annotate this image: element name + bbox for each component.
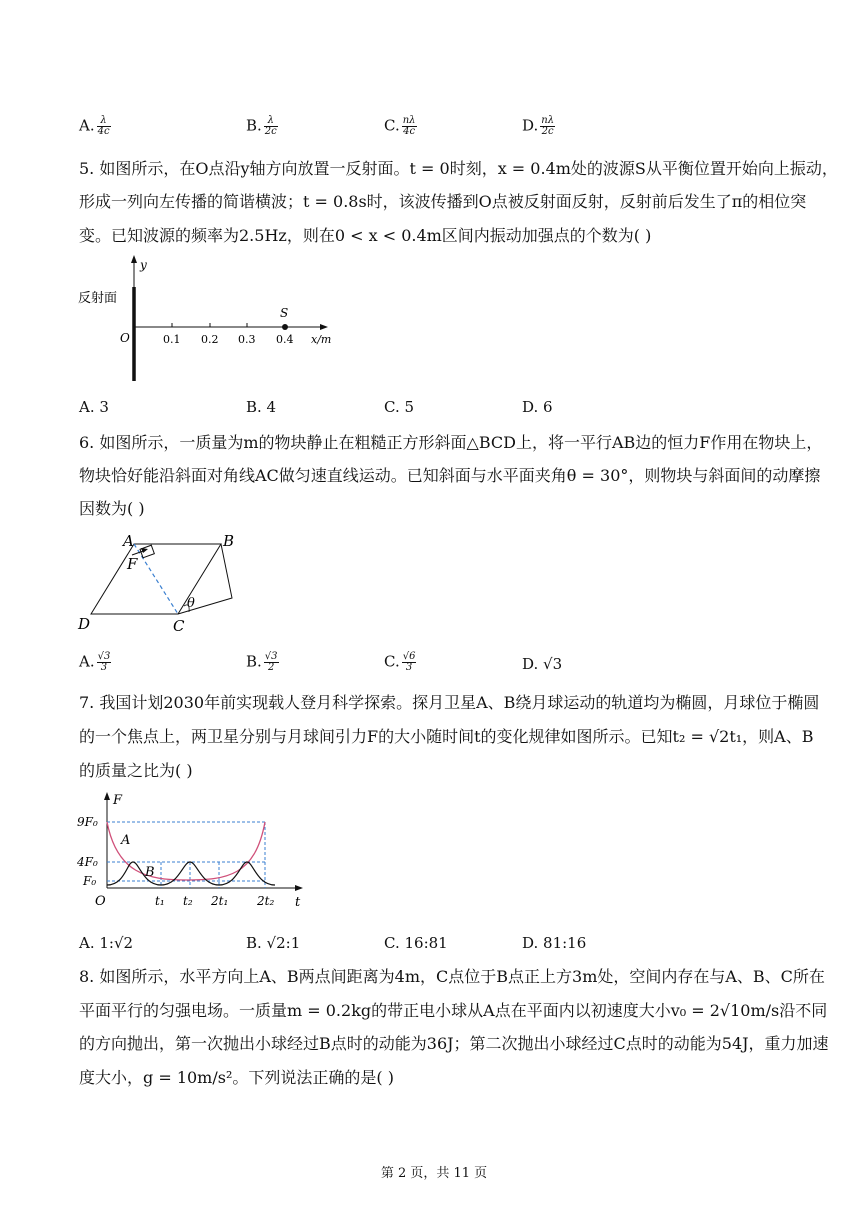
curve-a — [107, 822, 265, 880]
curve-b-label: B — [145, 865, 155, 880]
x-axis-label: x/m — [311, 333, 332, 346]
q4-option-c: C. $\frac{n\lambda}{4c}$ — [384, 115, 416, 137]
wave-source-dot — [282, 324, 288, 330]
q5-option-b: B. 4 — [246, 398, 277, 416]
x-tick-label: 0.2 — [201, 333, 219, 346]
q6-text-line-3: 因数为( ) — [79, 499, 145, 518]
reflector-label: 反射面 — [78, 291, 118, 306]
q7-text-line-2: 的一个焦点上，两卫星分别与月球间引力F的大小随时间t的变化规律如图所示。已知t₂ = √2t₁，则A、B — [79, 727, 814, 746]
y-axis-label: y — [140, 258, 147, 272]
q4-option-d: D. $\frac{n\lambda}{2c}$ — [522, 115, 555, 137]
q6-text-line-1: 6. 如图所示，一质量为m的物块静止在粗糙正方形斜面△BCD上，将一平行AB边的恒力F作用在物块上， — [79, 433, 823, 452]
y-tick-4f0: 4F₀ — [77, 855, 98, 869]
label-a: A — [123, 532, 134, 550]
x-tick-2t1: 2t₁ — [211, 894, 229, 908]
q5-option-a: A. 3 — [79, 398, 109, 416]
x-tick-2t2: 2t₂ — [257, 894, 275, 908]
x-tick-label: 0.4 — [276, 333, 294, 346]
label-theta: θ — [187, 596, 195, 611]
t-axis-arrow — [295, 885, 303, 891]
t-axis-label: t — [295, 895, 301, 910]
q5-text-line-2: 形成一列向左传播的简谐横波；t = 0.8s时，该波传播到O点被反射面反射，反射前后发生了π的相位突 — [79, 192, 807, 211]
q6-option-d: D. √3 — [522, 655, 563, 673]
label-f: F — [127, 555, 138, 573]
q8-text-line-3: 的方向抛出，第一次抛出小球经过B点时的动能为36J；第二次抛出小球经过C点时的动能为54J，重力加速 — [79, 1034, 829, 1053]
q8-text-line-2: 平面平行的匀强电场。一质量m = 0.2kg的带正电小球从A点在平面内以初速度大小v₀ = 2√10m/s沿不同 — [79, 1001, 828, 1020]
x-tick-label: 0.3 — [238, 333, 256, 346]
q7-option-a: A. 1:√2 — [79, 934, 134, 952]
diagonal-ac — [134, 544, 178, 614]
x-tick-t2: t₂ — [183, 894, 193, 908]
q5-wave-figure — [78, 253, 348, 385]
origin-label: O — [95, 894, 106, 909]
q5-text-line-1: 5. 如图所示，在O点沿y轴方向放置一反射面。t = 0时刻，x = 0.4m处的波源S从平衡位置开始向上振动， — [79, 159, 838, 178]
f-axis-label: F — [113, 793, 123, 808]
q7-option-c: C. 16:81 — [384, 934, 448, 952]
f-axis-arrow — [104, 792, 110, 800]
q7-option-d: D. 81:16 — [522, 934, 587, 952]
q6-text-line-2: 物块恰好能沿斜面对角线AC做匀速直线运动。已知斜面与水平面夹角θ = 30°，则物块与斜面间的动摩擦 — [79, 466, 821, 485]
source-label: S — [280, 306, 289, 320]
q7-option-b: B. √2:1 — [246, 934, 301, 952]
x-tick-t1: t₁ — [155, 894, 165, 908]
label-c: C — [173, 617, 185, 635]
q5-text-line-3: 变。已知波源的频率为2.5Hz，则在0 < x < 0.4m区间内振动加强点的个数为( ) — [79, 226, 652, 245]
curve-b — [107, 862, 275, 885]
x-tick-label: 0.1 — [163, 333, 181, 346]
q8-text-line-4: 度大小，g = 10m/s²。下列说法正确的是( ) — [79, 1068, 394, 1087]
q6-incline-figure — [76, 528, 256, 636]
q4-option-b: B. $\frac{\lambda}{2c}$ — [246, 115, 277, 137]
page-footer: 第 2 页，共 11 页 — [380, 1166, 488, 1181]
q8-text-line-1: 8. 如图所示，水平方向上A、B两点间距离为4m，C点位于B点正上方3m处，空间内存在与A、B、C所在 — [79, 967, 825, 986]
q6-option-b: B. $\frac{√3}{2}$ — [246, 651, 278, 673]
incline-square — [91, 544, 221, 614]
q5-option-c: C. 5 — [384, 398, 415, 416]
origin-label: O — [120, 331, 130, 345]
q7-text-line-1: 7. 我国计划2030年前实现载人登月科学探索。探月卫星A、B绕月球运动的轨道均为椭圆，月球位于椭圆 — [79, 693, 820, 712]
y-tick-9f0: 9F₀ — [77, 815, 98, 829]
y-tick-f0: F₀ — [83, 874, 97, 888]
q7-force-time-figure — [77, 788, 312, 918]
label-b: B — [223, 532, 235, 550]
q4-option-a: A. $\frac{\lambda}{4c}$ — [79, 115, 110, 137]
q7-text-line-3: 的质量之比为( ) — [79, 761, 193, 780]
label-d: D — [78, 615, 91, 633]
curve-a-label: A — [121, 833, 131, 848]
q6-option-a: A. $\frac{√3}{3}$ — [79, 651, 111, 673]
q6-option-c: C. $\frac{√6}{3}$ — [384, 651, 416, 673]
y-axis-arrow — [131, 255, 137, 263]
x-axis-arrow — [320, 324, 328, 330]
q5-option-d: D. 6 — [522, 398, 553, 416]
